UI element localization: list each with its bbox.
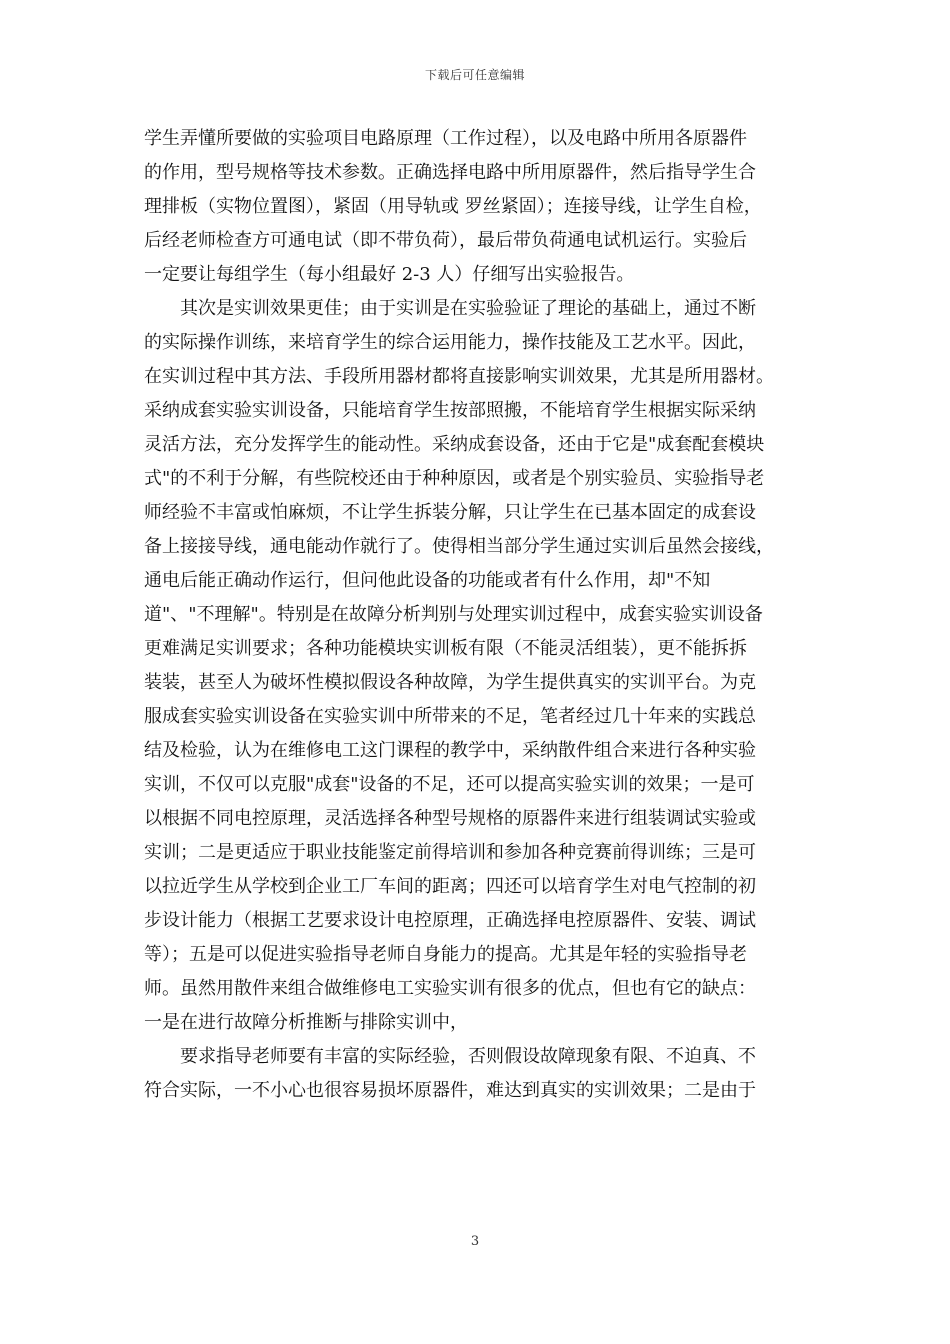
text-line: 等）；五是可以促进实验指导老师自身能力的提高。尤其是年轻的实验指导老: [144, 944, 747, 965]
text-line: 符合实际，一不小心也很容易损坏原器件，难达到真实的实训效果；二是由于: [144, 1080, 756, 1101]
text-line: 式"的不利于分解，有些院校还由于种种原因，或者是个别实验员、实验指导老: [144, 468, 765, 489]
text-line: 后经老师检查方可通电试（即不带负荷），最后带负荷通电试机运行。实验后: [144, 230, 747, 251]
text-line: 其次是实训效果更佳；由于实训是在实验验证了理论的基础上，通过不断: [180, 298, 756, 319]
text-line: 师经验不丰富或怕麻烦，不让学生拆装分解，只让学生在已基本固定的成套设: [144, 502, 756, 523]
text-line: 服成套实验实训设备在实验实训中所带来的不足，笔者经过几十年来的实践总: [144, 706, 756, 727]
text-line: 道"、"不理解"。特别是在故障分析判别与处理实训过程中，成套实验实训设备: [144, 604, 763, 625]
document-body: [144, 122, 810, 1108]
paragraph-3: [144, 1040, 810, 1108]
text-line: 的实际操作训练，来培育学生的综合运用能力，操作技能及工艺水平。因此，: [144, 332, 756, 353]
page-header: 下载后可任意编辑: [424, 68, 525, 82]
text-line: 理排板（实物位置图），紧固（用导轨或 罗丝紧固）；连接导线，让学生自检，: [144, 196, 762, 217]
text-line: 备上接接导线，通电能动作就行了。使得相当部分学生通过实训后虽然会接线，: [144, 536, 774, 557]
text-line: 装装，甚至人为破坏性模拟假设各种故障，为学生提供真实的实训平台。为克: [144, 672, 756, 693]
text-line: 灵活方法，充分发挥学生的能动性。采纳成套设备，还由于它是"成套配套模块: [144, 434, 765, 455]
text-line: 在实训过程中其方法、手段所用器材都将直接影响实训效果，尤其是所用器材。: [144, 366, 774, 387]
paragraph-2: [144, 292, 810, 1040]
text-line: 要求指导老师要有丰富的实际经验，否则假设故障现象有限、不迫真、不: [180, 1046, 756, 1067]
text-line: 师。虽然用散件来组合做维修电工实验实训有很多的优点，但也有它的缺点：: [144, 978, 756, 999]
text-line: 一定要让每组学生（每小组最好 2-3 人）仔细写出实验报告。: [144, 264, 635, 285]
page-number: 3: [470, 1234, 480, 1249]
text-line: 实训；二是更适应于职业技能鉴定前得培训和参加各种竞赛前得训练；三是可: [144, 842, 756, 863]
text-line: 实训，不仅可以克服"成套"设备的不足，还可以提高实验实训的效果；一是可: [144, 774, 755, 795]
text-line: 以拉近学生从学校到企业工厂车间的距离；四还可以培育学生对电气控制的初: [144, 876, 756, 897]
paragraph-1: [144, 122, 810, 292]
text-line: 以根据不同电控原理，灵活选择各种型号规格的原器件来进行组装调试实验或: [144, 808, 756, 829]
text-line: 采纳成套实验实训设备，只能培育学生按部照搬，不能培育学生根据实际采纳: [144, 400, 756, 421]
text-line: 结及检验，认为在维修电工这门课程的教学中，采纳散件组合来进行各种实验: [144, 740, 756, 761]
text-line: 的作用，型号规格等技术参数。正确选择电路中所用原器件，然后指导学生合: [144, 162, 756, 183]
text-line: 一是在进行故障分析推断与排除实训中，: [144, 1012, 468, 1033]
text-line: 通电后能正确动作运行，但问他此设备的功能或者有什么作用，却"不知: [144, 570, 711, 591]
text-line: 更难满足实训要求；各种功能模块实训板有限（不能灵活组装），更不能拆拆: [144, 638, 747, 659]
text-line: 步设计能力（根据工艺要求设计电控原理，正确选择电控原器件、安装、调试: [144, 910, 756, 931]
text-line: 学生弄懂所要做的实验项目电路原理（工作过程），以及电路中所用各原器件: [144, 128, 747, 149]
